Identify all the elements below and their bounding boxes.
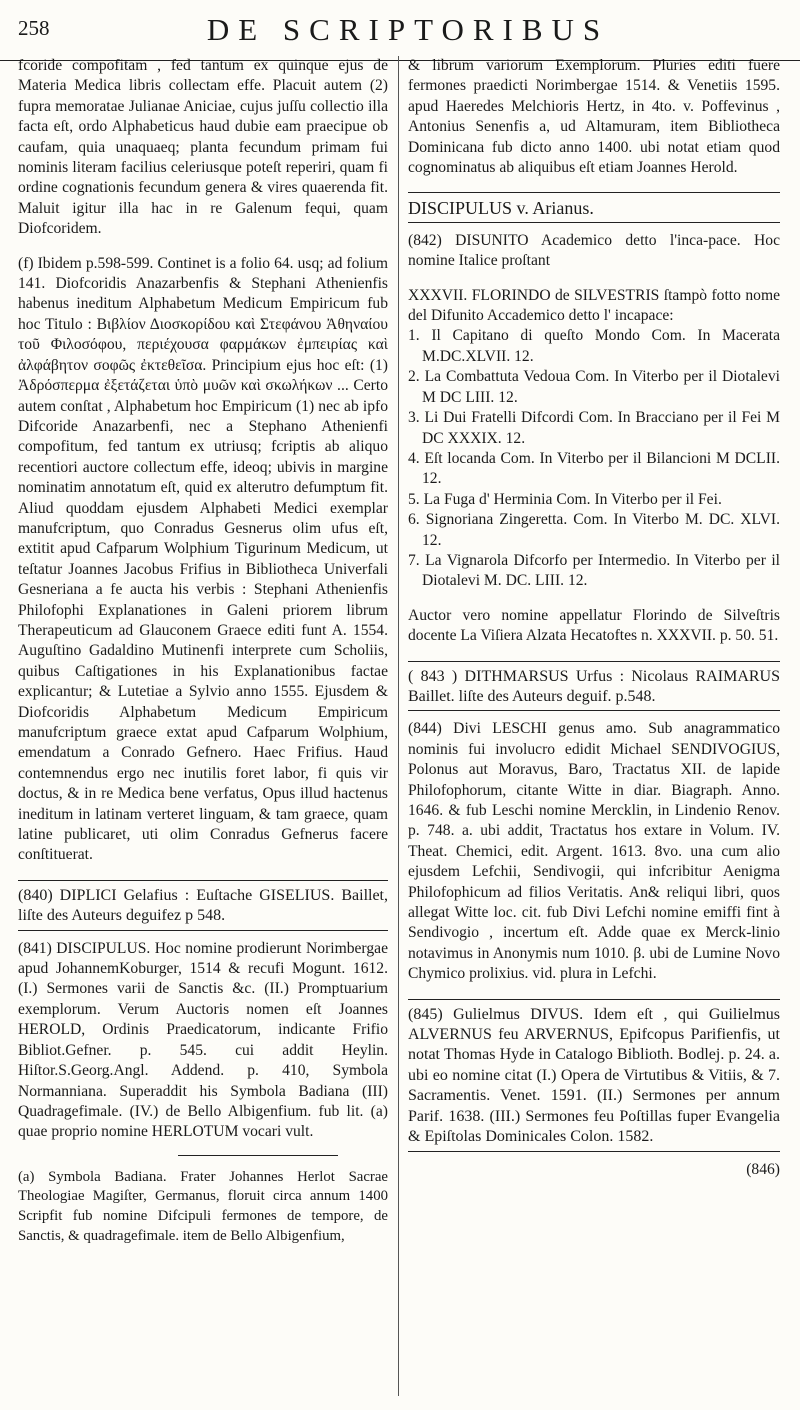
left-column [18,56,388,1246]
footnote-a: (a) Symbola Badiana. Frater Johannes Herlot Sacrae Theologiae Magiſter, Germanus, floruit circa annum 1400 Scripfit fub nomine Difcipuli fermones de tempore, de Sanctis, & quadragefimale. item de Bello Albigenfium, [18,1168,388,1244]
right-column [408,56,780,1180]
entry-843: ( 843 ) DITHMARSUS Urfus : Nicolaus RAIMARUS Baillet. liſte des Auteurs deguif. p.548. [408,661,780,712]
list-item: 5. La Fuga d' Herminia Com. In Viterbo per il Fei. [408,490,722,508]
list-item: 6. Signoriana Zingeretta. Com. In Viterbo M. DC. XLVI. 12. [408,511,780,549]
entry-840: (840) DIPLICI Gelafius : Euſtache GISELIUS. Baillet, liſte des Auteurs deguifez p 548. [18,880,388,931]
catchword: (846) [746,1160,780,1178]
list-item: 3. Li Dui Fratelli Difcordi Com. In Bracciano per il Fei M DC XXXIX. 12. [408,409,780,447]
list-item: 7. La Vignarola Difcorfo per Intermedio. In Viterbo per il Diotalevi M. DC. LIII. 12. [408,551,780,590]
footnote-rule [178,1155,338,1156]
note-f: (f) Ibidem p.598-599. Continet is a folio 64. usq; ad folium 141. Diofcoridis Anazarbenfis & Stephani Athenienfis habenus ineditum Alphabetum Medicum Empiricum fub hoc Titulo : Βιβλίον Διοσκορίδου καὶ Στεφάνου Ἀθηναίου τοῦ Φιλοσόφου, περιέχουσα φαρμάκων ἐμπειρίας καὶ ἀλφάβητον σοφῶς ἐκτεθεῖσα. Principium ejus hoc eſt: (1) Ἀδρόσπερμα ἐξετάζεται ὑπὸ μυῶν καὶ σκωλήκων ... Certo autem conſtat , Alphabetum hoc Empiricum (1) nec ab ipfo Difcoride Anazarbenfi, nec a Stephano Athenienfi compofitum, fed tantum ex utriusq; fcriptis ab aliquo recentiori auctore collectum effe, ideoq; ubivis in margine nominatim annotatum eſt, quid ex alterutro defumptum fit. Aliud quoddam ejusdem Alphabeti Medici exemplar manufcriptum, quo Conradus Gesnerus olim ufus eſt, extitit apud Cafparum Wolphium Tigurinum Medicum, ut teſtatur Joannes Jacobus Frifius in Bibliotheca Univerfali Gesneriana a fe aucta his verbis : Stephani Athenienfis Philofophi Explanationes in Galeni priorem librum Therapeuticum ad Glauconem Graece editi funt A. 1554. Auguſtino Gadaldino Mutinenfi interprete cum Scholiis, quibus Caſtigationes in his Explanationibus factae explicantur; & Lutetiae a Sylvio anno 1555. Ejusdem & Diofcoridis Alphabetum Medicum Empiricum manufcriptum graece extat apud Cafparum Wolphium, emendatum a Conrado Gefnero. Haec Frifius. Haud contemnendus ergo nec inutilis foret labor, fi quis vir doctus, & in re Medica bene verfatus, Opus illud hactenus ineditum in latinam verteret linguam, & tam graece, quam latine publicaret, uti olim Conradus Gefnerus facere conſtituerat. [18,254,388,864]
column-divider [398,56,399,1396]
entry-discipulus: DISCIPULUS v. Arianus. [408,192,780,222]
entry-845: (845) Gulielmus DIVUS. Idem eſt , qui Guilielmus ALVERNUS feu ARVERNUS, Epifcopus Parifienfis, ut notat Thomas Hyde in Catalogo Biblioth. Bodlej. p. 24. a. ubi eo nomine citat (I.) Opera de Virtutibus & Vitiis, & 7. Sacramentis. Venet. 1591. (II.) Sermones per annum Parif. 1638. (III.) Sermones feu Poſtillas fuper Evangelia & Epiſtolas Dominicales Colon. 1582. [408,999,780,1152]
entry-842: (842) DISUNITO Academico detto l'inca-pace. Hoc nomine Italice proſtant [408,231,780,270]
paragraph-continuation-right: & librum variorum Exemplorum. Pluries editi fuere fermones praedicti Norimbergae 1514. & Venetiis 1595. apud Haeredes Melchioris Hertz, in 4to. v. Poffevinus , Antonius Senenfis a, ud Altamuram, item Bibliotheca Dominicana fub dicto anno 1400. ubi notat etiam quod cognominatus ab aliquibus eſt etiam Joannes Herold. [408,57,780,177]
running-title: DE SCRIPTORIBUS [206,12,610,47]
entry-842-intro: XXXVII. FLORINDO de SILVESTRIS ſtampò fotto nome del Difunito Accademico detto l' incapace: [408,286,780,325]
list-item: 2. La Combattuta Vedoua Com. In Viterbo per il Diotalevi M DC LIII. 12. [408,368,780,406]
entry-844: (844) Divi LESCHI genus amo. Sub anagrammatico nominis fui involucro edidit Michael SENDIVOGIUS, Polonus aut Moravus, Baro, Tractatus XII. de lapide Philofophorum, citante Witte in diar. Biagraph. Anno. 1646. & fub Leschi nomine Mercklin, in Lindenio Renov. p. 748. a. ubi addit, Tractatus hos extare in Volum. IV. Theat. Chemici, edit. Argent. 1613. 8vo. una cum alio ejusdem Lefchii, Sendivogii, qui infcribitur Aenigma Philofophicum ad filios Veritatis. An& reliqui libri, quos allegat Witte loc. cit. fub Divi Lefchi nomine emiffi fint à Sendivogio , incertum eſt. Adde quae ex Merck-linio notavimus in Anonymis num 1010. β. ubi de Lumine Novo Chymico prolixius. vid. plura in Lefchi. [408,720,780,983]
list-item: 4. Eſt locanda Com. In Viterbo per il Bilancioni M DCLII. 12. [408,449,780,488]
paragraph-continuation: fcoride compofitam , fed tantum ex quinque ejus de Materia Medica libris collectam effe. Placuit autem (2) fupra memoratae Julianae Aniciae, cujus juſſu collectio illa facta eſt, ordo Alphabeticus haud dubie eam praecipue ob caufam, quia unaquaeq; planta fecundum primam fui nominis literam facilius celeriusque poteſt reperiri, quam fi ordine cognationis fecundum genera & vires quaerenda fit. Maluit igitur illa hac in re Galenum fequi, quam Diofcoridem. [18,57,388,238]
list-item: 1. Il Capitano di queſto Mondo Com. In Macerata M.DC.XLVII. 12. [408,327,780,365]
comedy-list [408,326,780,591]
entry-842-author: Auctor vero nomine appellatur Florindo de Silveſtris docente La Viſiera Alzata Hecatoftes n. XXXVII. p. 50. 51. [408,606,780,645]
page-header [0,14,800,54]
page-number: 258 [18,16,50,40]
entry-841: (841) DISCIPULUS. Hoc nomine prodierunt Norimbergae apud JohannemKoburger, 1514 & recufi Mogunt. 1612. (I.) Sermones varii de Sanctis &c. (II.) Promptuarium exemplorum. Verum Auctoris nomen eſt Joannes HEROLD, Ordinis Praedicatorum, indicante Frifio Bibliot.Gefner. p. 545. cui addit Heylin. Hiſtor.S.Georg.Angl. Addend. p. 410, Symbola Normanniana. Superaddit his Symbola Badiana (III) Quadragefimale. (IV.) de Bello Albigenfium. fub lit. (a) quae proprio nomine HERLOTUM vocari vult. [18,939,388,1141]
